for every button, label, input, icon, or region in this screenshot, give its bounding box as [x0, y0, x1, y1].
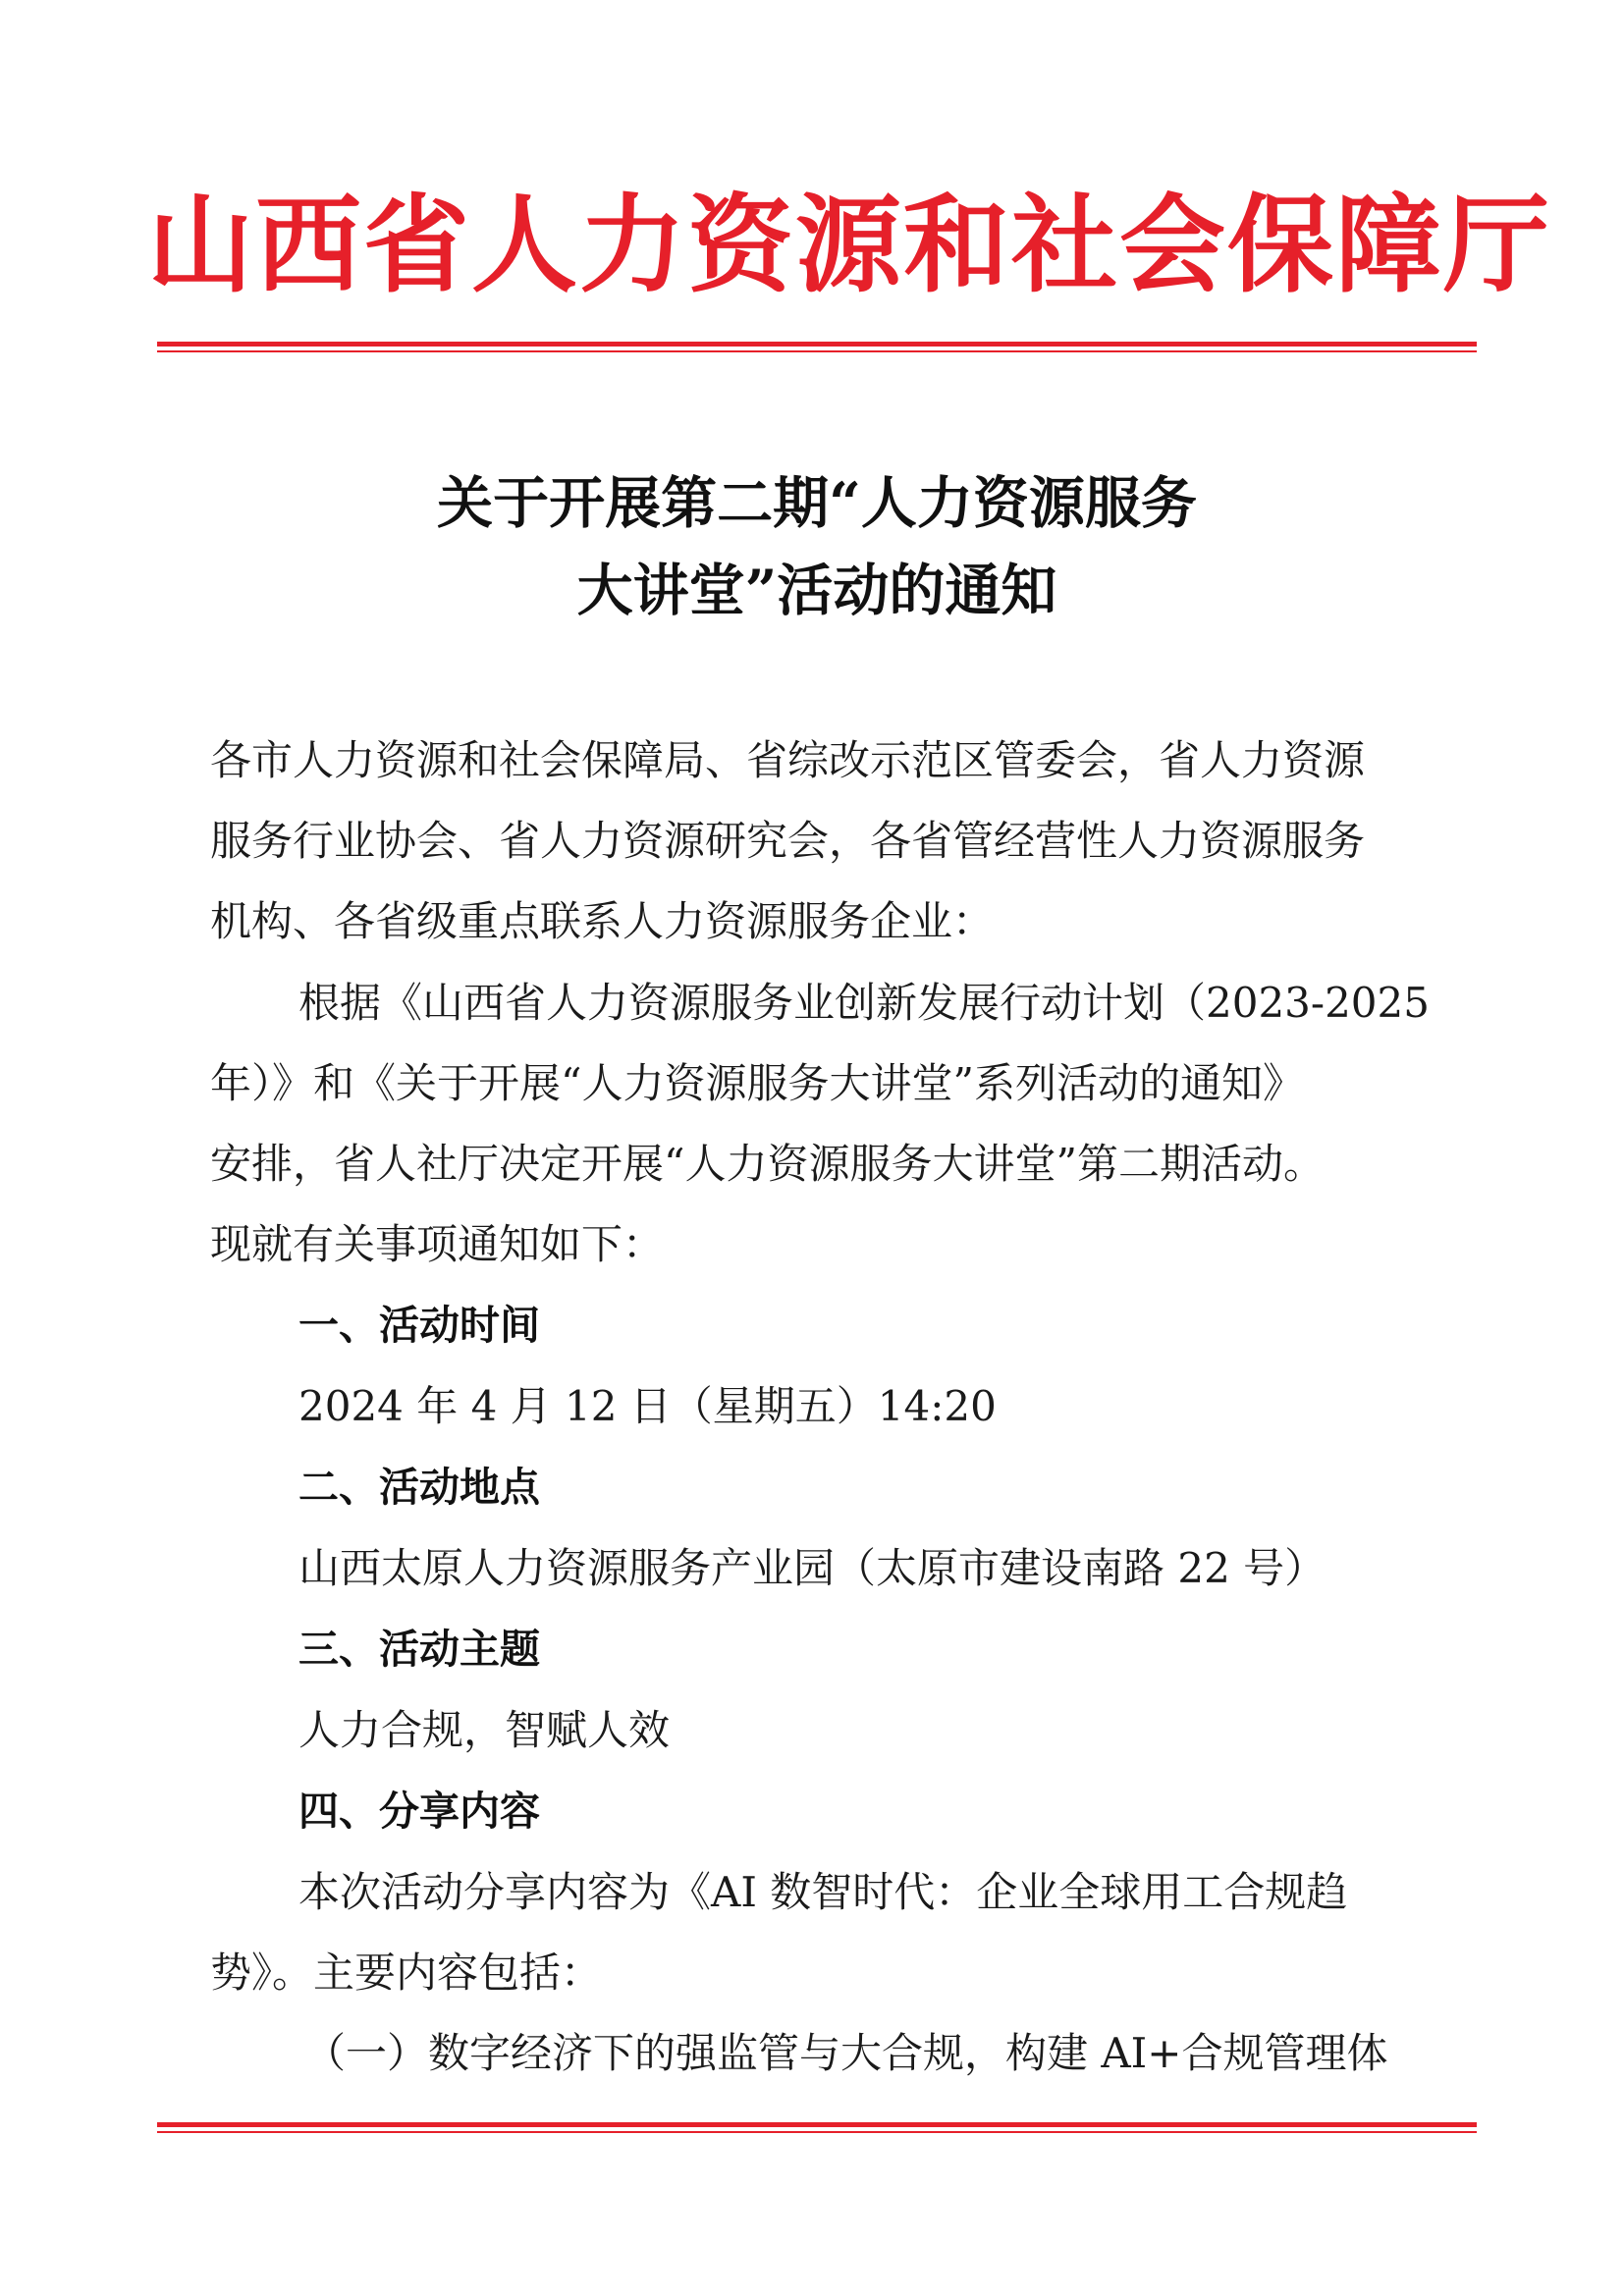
section-heading-time: 一、活动时间	[298, 1302, 540, 1349]
section-content-time: 2024 年 4 月 12 日（星期五）14:20	[298, 1382, 997, 1430]
letterhead-divider	[157, 342, 1477, 352]
section-heading-location: 二、活动地点	[298, 1464, 540, 1511]
recipients-line-1: 各市人力资源和社会保障局、省综改示范区管委会，省人力资源	[210, 736, 1366, 784]
document-title-line-1: 关于开展第二期“人力资源服务	[437, 470, 1197, 536]
footer-divider	[157, 2122, 1477, 2133]
recipients-line-2: 服务行业协会、省人力资源研究会，各省管经营性人力资源服务	[210, 817, 1366, 865]
section-heading-theme: 三、活动主题	[298, 1626, 540, 1673]
section-content-location: 山西太原人力资源服务产业园（太原市建设南路 22 号）	[298, 1544, 1326, 1592]
share-intro-line-1: 本次活动分享内容为《AI 数智时代：企业全球用工合规趋	[298, 1868, 1348, 1916]
recipients-line-3: 机构、各省级重点联系人力资源服务企业：	[210, 897, 995, 945]
intro-line-3: 安排，省人社厅决定开展“人力资源服务大讲堂”第二期活动。	[210, 1140, 1325, 1188]
document-title-line-2: 大讲堂”活动的通知	[576, 558, 1057, 623]
section-heading-content: 四、分享内容	[298, 1788, 540, 1835]
share-intro-line-2: 势》。主要内容包括：	[210, 1949, 603, 1997]
content-item-1: （一）数字经济下的强监管与大合规，构建 AI+合规管理体	[304, 2029, 1388, 2077]
intro-line-1: 根据《山西省人力资源服务业创新发展行动计划（2023-2025	[298, 979, 1430, 1027]
org-letterhead: 山西省人力资源和社会保障厅	[147, 184, 1552, 307]
intro-line-2: 年）》和《关于开展“人力资源服务大讲堂”系列活动的通知》	[210, 1059, 1304, 1107]
intro-line-4: 现就有关事项通知如下：	[210, 1220, 665, 1268]
section-content-theme: 人力合规，智赋人效	[298, 1706, 671, 1754]
